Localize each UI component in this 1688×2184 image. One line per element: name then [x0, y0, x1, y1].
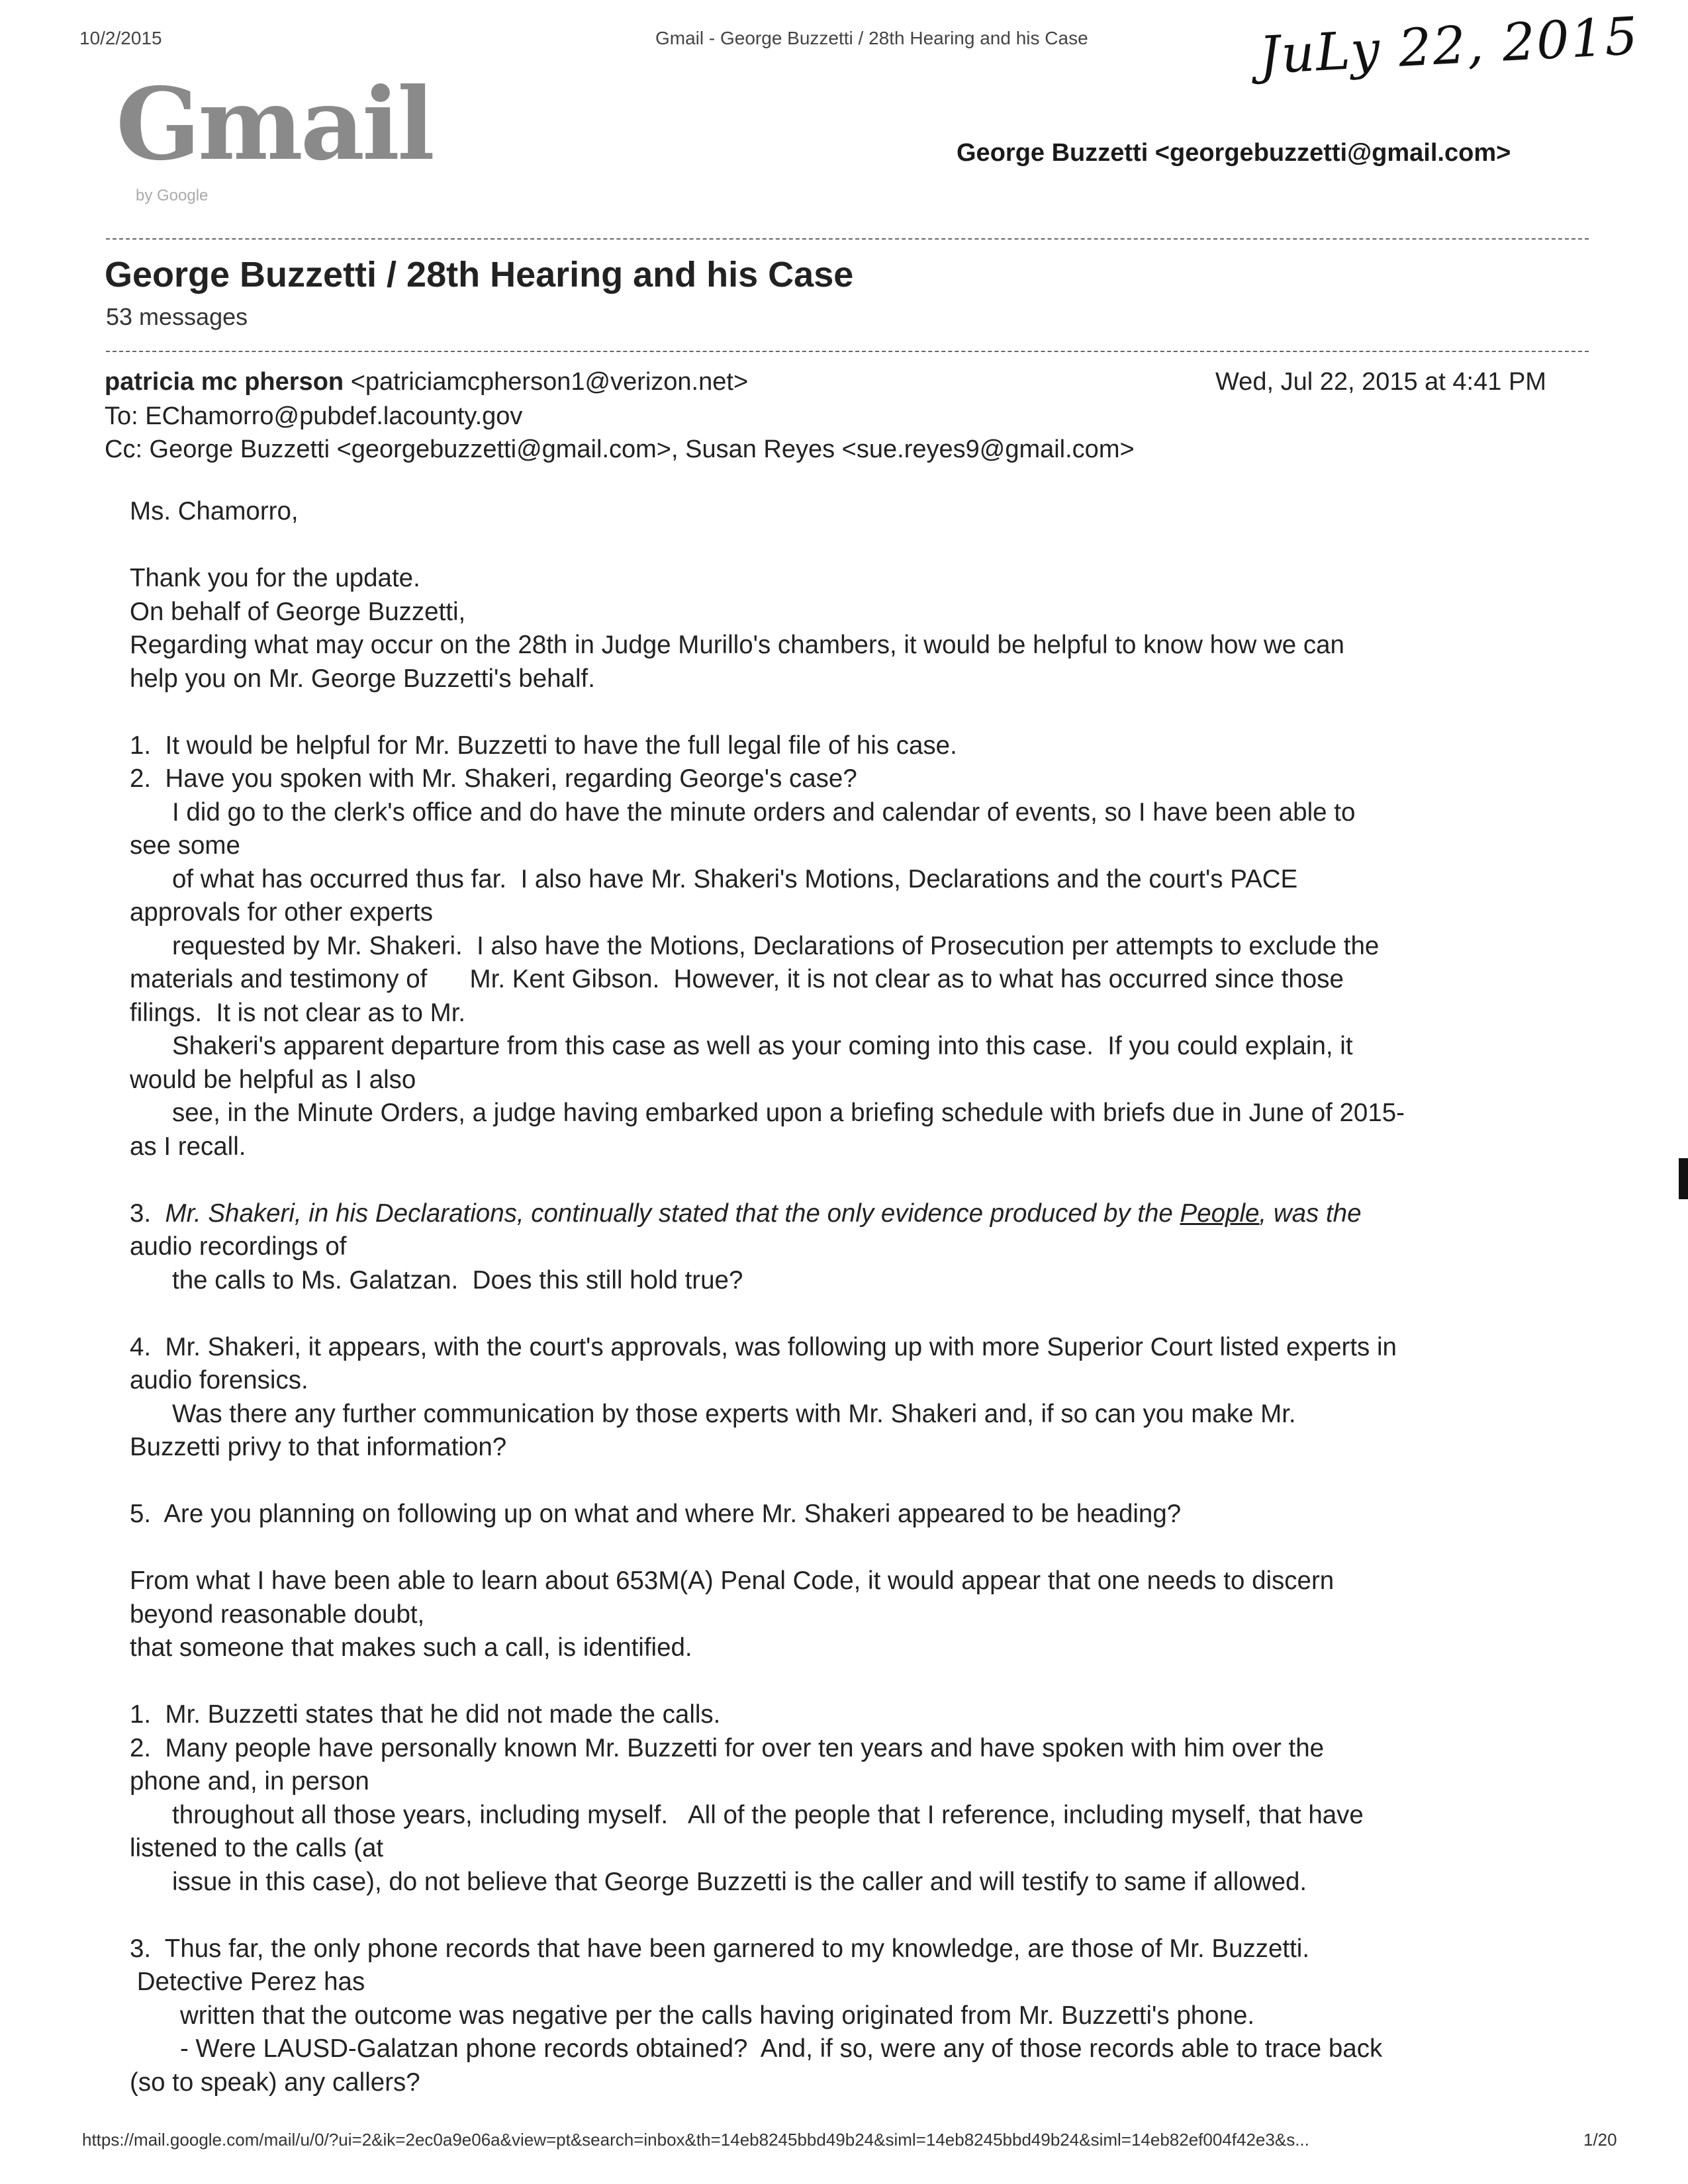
body-line: Regarding what may occur on the 28th in Judge Murillo's chambers, it would be helpful to know how we can	[130, 631, 1344, 659]
body-line: listened to the calls (at	[130, 1834, 384, 1862]
header-divider	[106, 238, 1589, 240]
body-line: From what I have been able to learn about 653M(A) Penal Code, it would appear that one needs to discern	[130, 1567, 1335, 1595]
body-line: audio recordings of	[130, 1232, 347, 1261]
body-line: phone and, in person	[130, 1767, 369, 1796]
body-line: that someone that makes such a call, is identified.	[130, 1633, 692, 1662]
body-line: see some	[130, 831, 240, 860]
body-spacer	[130, 1899, 1586, 1933]
gmail-logo-byline: by Google	[136, 187, 209, 205]
body-line-segment: 3.	[130, 1199, 165, 1228]
scan-artifact	[1679, 1158, 1688, 1199]
sender-name: patricia mc pherson	[105, 368, 344, 396]
body-line: 1. Mr. Buzzetti states that he did not made the calls.	[130, 1700, 721, 1729]
thread-subject: George Buzzetti / 28th Hearing and his Case	[105, 255, 854, 295]
body-line: 3. Thus far, the only phone records that have been garnered to my knowledge, are those of Mr. Buzzetti.	[130, 1934, 1310, 1963]
print-title: Gmail - George Buzzetti / 28th Hearing and his Case	[655, 28, 1088, 48]
body-line: Buzzetti privy to that information?	[130, 1433, 507, 1461]
thread-divider	[106, 351, 1589, 352]
body-line: 2. Many people have personally known Mr. Buzzetti for over ten years and have spoken with him over the	[130, 1733, 1325, 1762]
message-cc: Cc: George Buzzetti <georgebuzzetti@gmail.com>, Susan Reyes <sue.reyes9@gmail.com>	[105, 435, 1135, 463]
body-spacer	[130, 696, 1586, 729]
body-line: Thank you for the update.	[130, 564, 420, 592]
message-count: 53 messages	[106, 303, 248, 330]
body-spacer	[130, 1465, 1586, 1498]
handwritten-date-note: JuLy 22, 2015	[1258, 6, 1641, 86]
body-line: throughout all those years, including myself. All of the people that I reference, including myself, that have	[172, 1800, 1364, 1829]
body-line-segment: People	[1180, 1199, 1260, 1228]
body-line: would be helpful as I also	[130, 1065, 416, 1094]
body-line: 5. Are you planning on following up on what and where Mr. Shakeri appeared to be heading?	[130, 1500, 1182, 1528]
gmail-logo: Gmail	[116, 66, 432, 183]
body-line: as I recall.	[130, 1132, 246, 1161]
body-line: written that the outcome was negative per the calls having originated from Mr. Buzzetti's phone.	[180, 2001, 1255, 2030]
body-line: approvals for other experts	[130, 898, 433, 927]
body-line: 1. It would be helpful for Mr. Buzzetti to have the full legal file of his case.	[130, 731, 957, 760]
body-line-segment: Mr. Shakeri, in his Declarations, continually stated that the only evidence produced by the	[165, 1199, 1180, 1228]
body-line: filings. It is not clear as to Mr.	[130, 998, 466, 1027]
body-spacer	[130, 1297, 1586, 1331]
body-line: Was there any further communication by those experts with Mr. Shakeri and, if so can you make Mr.	[172, 1399, 1296, 1428]
body-line: help you on Mr. George Buzzetti's behalf.	[130, 664, 595, 693]
body-spacer	[130, 1163, 1586, 1197]
body-line: issue in this case), do not believe that George Buzzetti is the caller and will testify to same if allowed.	[172, 1867, 1307, 1896]
body-line: the calls to Ms. Galatzan. Does this still hold true?	[172, 1265, 743, 1295]
body-line: 4. Mr. Shakeri, it appears, with the court's approvals, was following up with more Superior Court listed experts in	[130, 1332, 1397, 1361]
body-line: Shakeri's apparent departure from this case as well as your coming into this case. If you could explain, it	[172, 1032, 1353, 1060]
body-line: I did go to the clerk's office and do have the minute orders and calendar of events, so I have been able to	[172, 797, 1356, 827]
body-line: of what has occurred thus far. I also have Mr. Shakeri's Motions, Declarations and the court's PACE	[172, 864, 1298, 893]
body-spacer	[130, 1531, 1586, 1565]
body-line: beyond reasonable doubt,	[130, 1600, 425, 1629]
body-line: Detective Perez has	[130, 1968, 365, 1996]
body-line: (so to speak) any callers?	[130, 2068, 420, 2097]
body-line: audio forensics.	[130, 1366, 308, 1394]
body-line: materials and testimony of Mr. Kent Gibson. However, it is not clear as to what has occurred since those	[130, 965, 1344, 993]
message-date: Wed, Jul 22, 2015 at 4:41 PM	[1215, 368, 1546, 396]
body-line: - Were LAUSD-Galatzan phone records obtained? And, if so, were any of those records able to trace back	[180, 2034, 1383, 2063]
body-spacer	[130, 1665, 1586, 1699]
message-sender	[105, 368, 748, 396]
body-spacer	[130, 529, 1586, 563]
account-label: George Buzzetti <georgebuzzetti@gmail.com>	[957, 139, 1511, 167]
body-line: see, in the Minute Orders, a judge having embarked upon a briefing schedule with briefs due in June of 2015-	[172, 1099, 1405, 1127]
body-line-segment: , was the	[1259, 1199, 1362, 1228]
page-number: 1/20	[1583, 2130, 1617, 2150]
body-line: On behalf of George Buzzetti,	[130, 597, 466, 626]
body-line: Ms. Chamorro,	[130, 497, 299, 525]
body-line: requested by Mr. Shakeri. I also have the Motions, Declarations of Prosecution per attempts to exclude the	[172, 931, 1380, 960]
message-body	[130, 495, 1586, 2099]
sender-email: <patriciamcpherson1@verizon.net>	[350, 368, 749, 396]
body-line: 2. Have you spoken with Mr. Shakeri, regarding George's case?	[130, 764, 857, 793]
body-line	[130, 1197, 1586, 1231]
message-to: To: EChamorro@pubdef.lacounty.gov	[105, 402, 523, 430]
footer-url: https://mail.google.com/mail/u/0/?ui=2&ik=2ec0a9e06a&view=pt&search=inbox&th=14eb8245bbd49b24&siml=14eb8245bbd49b24&siml=14eb82ef004f42e3&s...	[82, 2130, 1309, 2150]
print-date: 10/2/2015	[79, 28, 162, 48]
